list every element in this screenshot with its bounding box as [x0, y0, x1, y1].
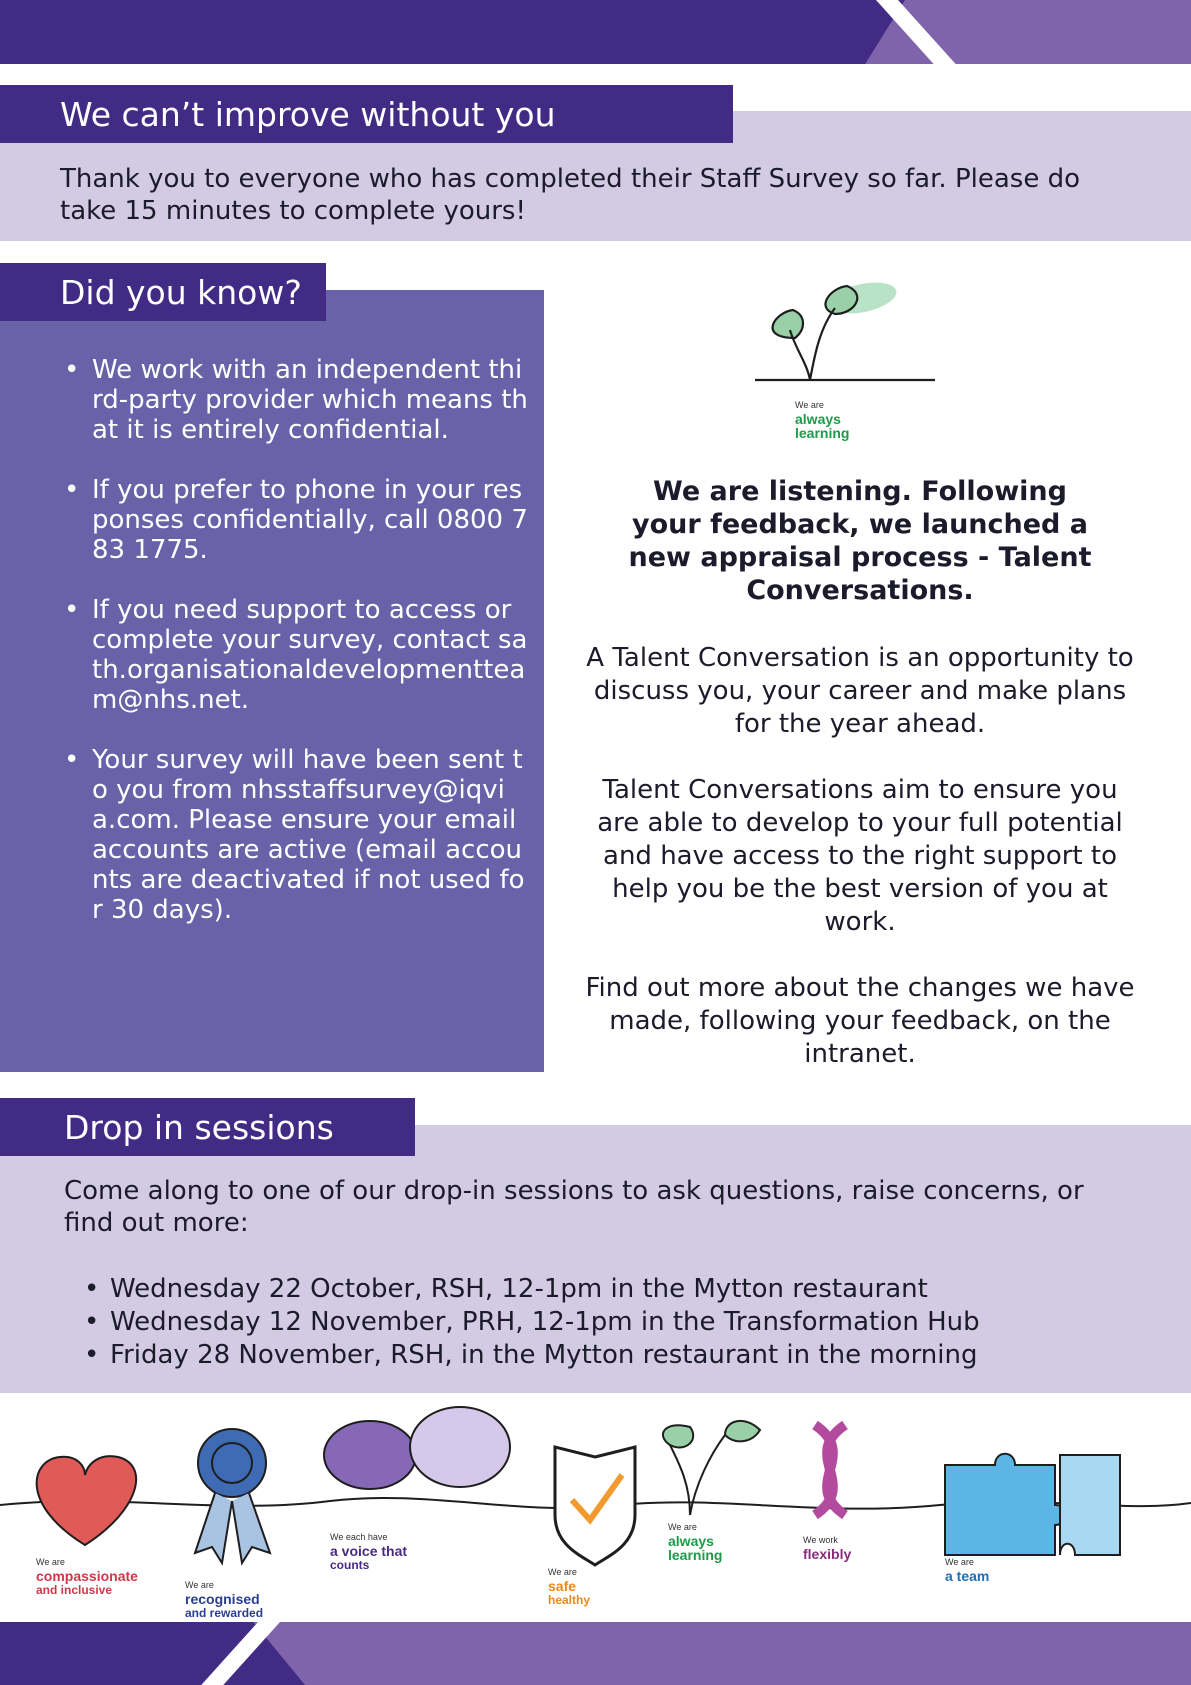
logo-big-text: always learning — [795, 411, 850, 441]
values-illustration-strip — [0, 1405, 1191, 1620]
did-you-know-item: • We work with an independent third-party provider which means that it is entirely confidential. — [58, 355, 528, 445]
value-extra-text: healthy — [548, 1593, 591, 1607]
value-big-text: a team — [945, 1568, 990, 1584]
drop-in-heading: Drop in sessions — [0, 1098, 415, 1156]
did-you-know-item: • Your survey will have been sent to you from nhsstaffsurvey@iqvia.com. Please ensure your email accounts are active (email accounts are deactivated if not used for 30 days). — [58, 745, 528, 925]
sprout-icon — [735, 268, 955, 388]
listening-paragraph: Find out more about the changes we have made, following your feedback, on the intranet. — [585, 973, 1135, 1069]
value-extra-text: learning — [668, 1547, 723, 1563]
value-big-text: flexibly — [803, 1546, 852, 1562]
value-learning-label — [668, 1520, 722, 1562]
value-big-text: safe — [548, 1578, 577, 1594]
did-you-know-heading: Did you know? — [0, 263, 326, 321]
top-decorative-band — [0, 0, 1191, 64]
value-small-text: We are — [668, 1522, 697, 1532]
value-small-text: We are — [945, 1557, 974, 1567]
value-big-text: a voice that — [330, 1543, 408, 1559]
value-recognised-label — [185, 1578, 263, 1620]
improve-heading: We can’t improve without you — [0, 85, 733, 143]
logo-small-text: We are — [795, 400, 824, 410]
value-small-text: We are — [36, 1557, 65, 1567]
value-safe-label — [548, 1565, 590, 1607]
listening-paragraph: A Talent Conversation is an opportunity to discuss you, your career and make plans for the year ahead. — [586, 643, 1134, 739]
value-compassionate-label — [36, 1555, 138, 1597]
value-small-text: We are — [548, 1567, 577, 1577]
value-big-text: always — [668, 1533, 714, 1549]
value-small-text: We are — [185, 1580, 214, 1590]
value-extra-text: counts — [330, 1558, 370, 1572]
value-extra-text: and rewarded — [185, 1606, 264, 1620]
value-extra-text: and inclusive — [36, 1583, 113, 1597]
session-item: • Wednesday 22 October, RSH, 12-1pm in the Mytton restaurant — [80, 1273, 980, 1306]
always-learning-logo — [735, 268, 955, 448]
values-line-art — [0, 1405, 1191, 1620]
value-small-text: We each have — [330, 1532, 388, 1542]
session-item: • Wednesday 12 November, PRH, 12-1pm in the Transformation Hub — [80, 1306, 980, 1339]
listening-paragraph: Talent Conversations aim to ensure you are able to develop to your full potential and have access to the right support to help you be the best version of you at work. — [597, 775, 1123, 937]
value-team-label — [945, 1555, 989, 1583]
value-small-text: We work — [803, 1535, 838, 1545]
did-you-know-list — [58, 355, 528, 955]
session-item: • Friday 28 November, RSH, in the Mytton restaurant in the morning — [80, 1339, 980, 1372]
improve-text: Thank you to everyone who has completed their Staff Survey so far. Please do take 15 minutes to complete yours! — [60, 164, 1080, 226]
bottom-decorative-band — [0, 1622, 1191, 1685]
value-big-text: recognised — [185, 1591, 260, 1607]
listening-headline: We are listening. Following your feedback, we launched a new appraisal process - Talent Conversations. — [628, 476, 1092, 606]
drop-in-intro: Come along to one of our drop-in sessions to ask questions, raise concerns, or find out more: — [64, 1176, 1084, 1238]
value-voice-label — [330, 1530, 407, 1572]
value-big-text: compassionate — [36, 1568, 138, 1584]
value-flexibly-label — [803, 1533, 851, 1561]
did-you-know-item: • If you need support to access or complete your survey, contact sath.organisationaldevelopmentteam@nhs.net. — [58, 595, 528, 715]
did-you-know-item: • If you prefer to phone in your responses confidentially, call 0800 783 1775. — [58, 475, 528, 565]
drop-in-session-list — [80, 1273, 980, 1372]
